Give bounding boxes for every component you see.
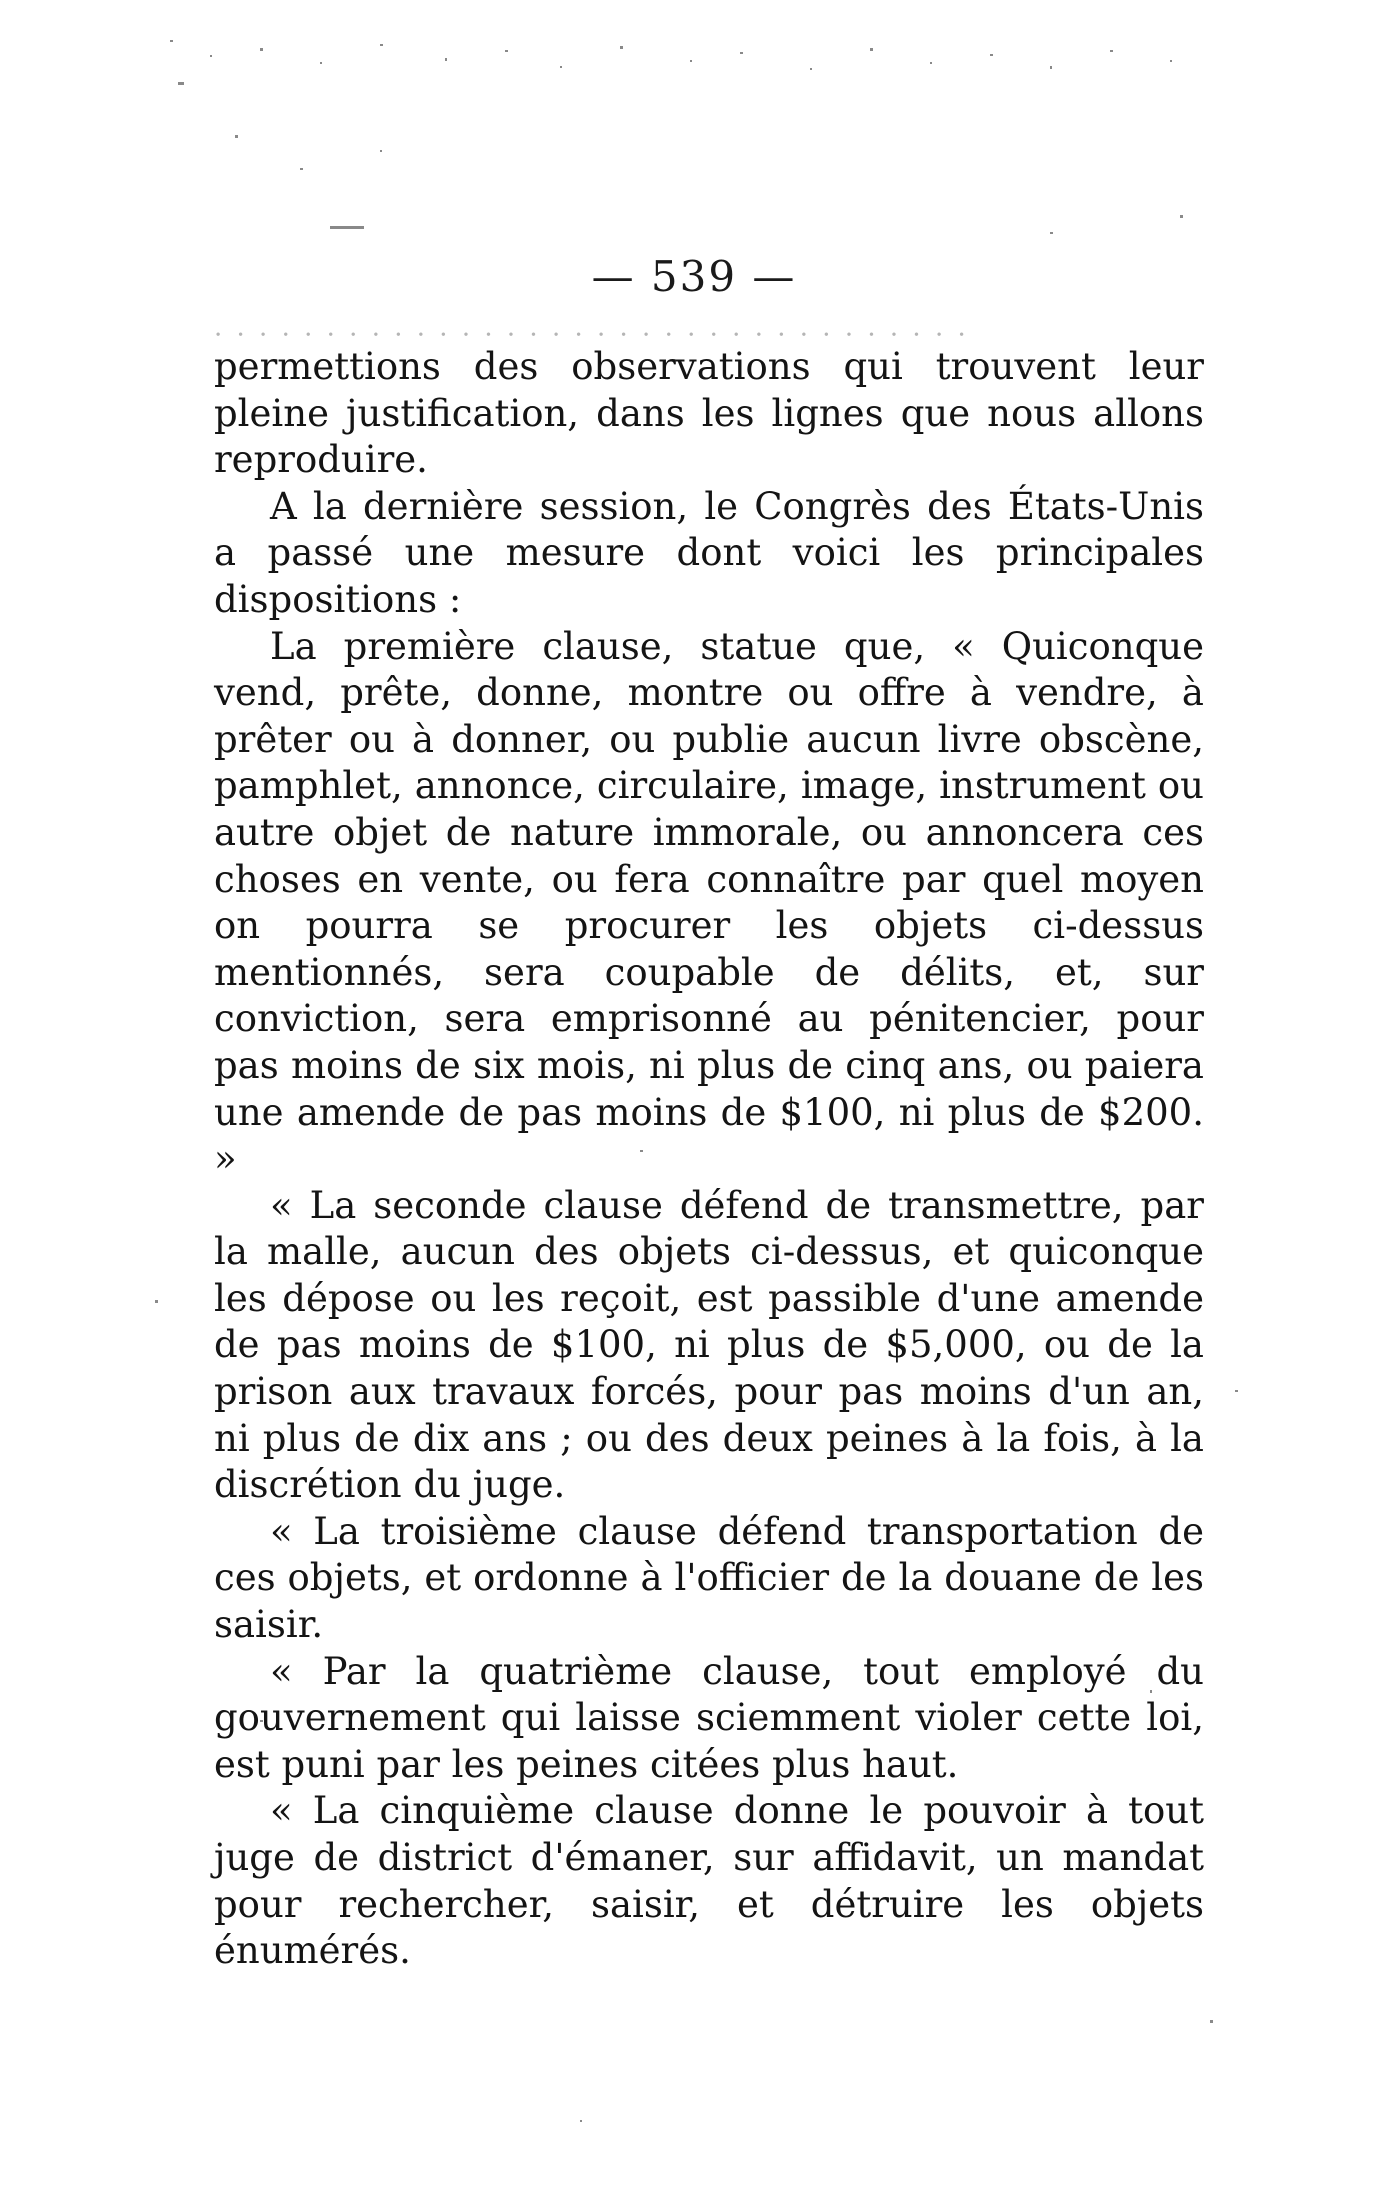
paragraph: A la dernière session, le Congrès des États-Unis a passé une mesure dont voici les principales dispositions :	[214, 484, 1204, 621]
paragraph: « Par la quatrième clause, tout employé du gouvernement qui laisse sciemment violer cette loi, est puni par les peines citées plus haut.	[214, 1649, 1204, 1786]
page-number: — 539 —	[591, 252, 797, 301]
body-text	[214, 344, 1204, 1975]
paragraph: « La troisième clause défend transportation de ces objets, et ordonne à l'officier de la douane de les saisir.	[214, 1509, 1204, 1647]
paragraph: permettions des observations qui trouvent leur pleine justification, dans les lignes que nous allons reproduire.	[214, 345, 1204, 482]
show-through-text: · · · · · · · · · · · · · · · · · · · · · · · · · · · · · · · · · ·	[214, 318, 969, 348]
paragraph: « La cinquième clause donne le pouvoir à tout juge de district d'émaner, sur affidavit, un mandat pour rechercher, saisir, et détruire les objets énumérés.	[214, 1789, 1204, 1973]
paragraph: « La seconde clause défend de transmettre, par la malle, aucun des objets ci-dessus, et quiconque les dépose ou les reçoit, est passible d'une amende de pas moins de $100, ni plus de $5,000, ou de la prison aux travaux forcés, pour pas moins d'un an, ni plus de dix ans ; ou des deux peines à la fois, à la discrétion du juge.	[214, 1183, 1204, 1507]
paragraph: La première clause, statue que, « Quiconque vend, prête, donne, montre ou offre à vendre, à prêter ou à donner, ou publie aucun livre obscène, pamphlet, annonce, circulaire, image, instrument ou autre objet de nature immorale, ou annoncera ces choses en vente, ou fera connaître par quel moyen on pourra se procurer les objets ci-dessus mentionnés, sera coupable de délits, et, sur conviction, sera emprisonné au pénitencier, pour pas moins de six mois, ni plus de cinq ans, ou paiera une amende de pas moins de $100, ni plus de $200. »	[214, 624, 1204, 1181]
